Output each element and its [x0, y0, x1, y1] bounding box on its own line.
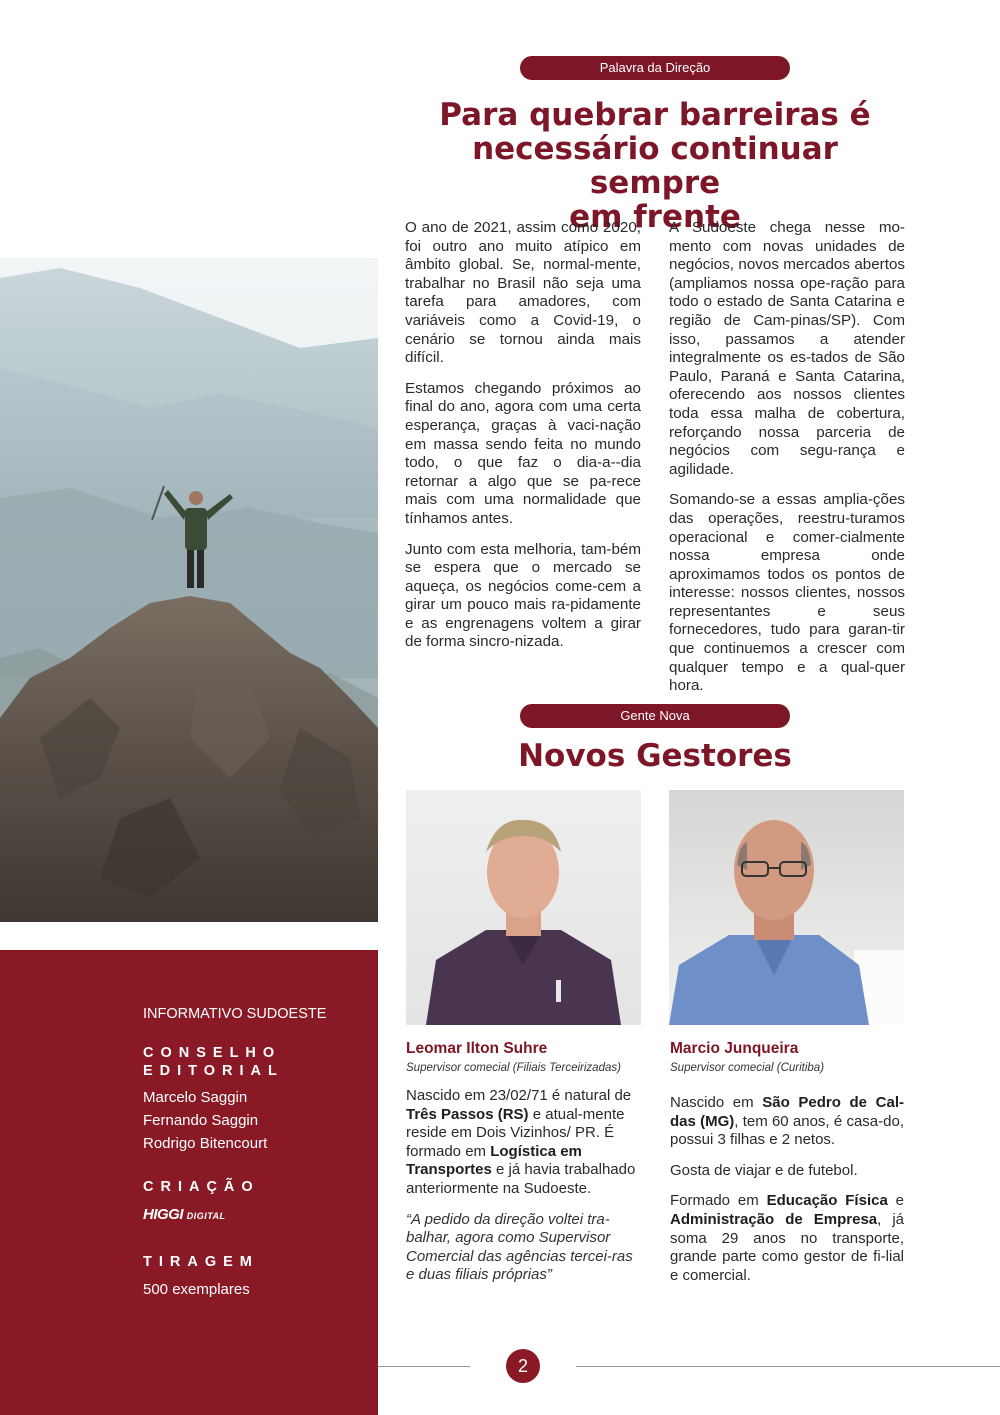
bio-paragraph	[670, 1192, 904, 1285]
main-headline	[405, 98, 905, 234]
footer-rule-left	[378, 1366, 470, 1367]
headline-line-1: Para quebrar barreiras é	[439, 97, 871, 133]
headline-line-2: necessário continuar sempre	[472, 131, 838, 201]
section-pill-gente-nova: Gente Nova	[520, 704, 790, 728]
criacao-heading: CRIAÇÃO	[143, 1179, 260, 1195]
person-role: Supervisor comecial (Filiais Terceirizadas)	[406, 1062, 621, 1074]
article-paragraph: O ano de 2021, assim como 2020, foi outro ano muito atípico em âmbito global. Se, normal-mente, trabalhar no Brasil não seja uma tarefa para amadores, com variáveis como a Covid-19, o cenário se tornou ainda mais difícil.	[405, 219, 641, 367]
bio-quote: “A pedido da direção voltei tra-balhar, agora como Supervisor Comercial das agências tercei-ras e duas filiais próprias”	[406, 1210, 633, 1284]
logo-subtext: DIGITAL	[186, 1211, 226, 1221]
conselho-heading	[143, 1044, 284, 1080]
conselho-line-2: EDITORIAL	[143, 1063, 284, 1079]
person-name: Marcio Junqueira	[670, 1040, 799, 1057]
bio-text: e atual-mente reside em Dois Vizinhos/ PR. É formado em	[406, 1105, 625, 1160]
member-name: Fernando Saggin	[143, 1112, 259, 1129]
portrait-illustration	[669, 790, 904, 1025]
article-paragraph: A Sudoeste chega nesse mo-mento com novas unidades de negócios, novos mercados abertos (ampliamos nossa ope-ração para todo o estado de Santa Catarina e região de Cam-pinas/SP). Com isso, passamos a atender integralmente os es-tados de São Paulo, Paraná e Santa Catarina, oferecendo aos nossos clientes toda essa malha de cobertura, reforçando nossa parceria de negócios com segu-rança e agilidade.	[669, 219, 905, 478]
bio-paragraph: Gosta de viajar e de futebol.	[670, 1161, 858, 1179]
bio-text: Formado em	[670, 1192, 767, 1210]
tiragem-heading: TIRAGEM	[143, 1254, 259, 1270]
bio-bold: Três Passos (RS)	[406, 1105, 529, 1123]
bio-text: Nascido em 23/02/71 é natural de	[406, 1087, 632, 1104]
section-title: Novos Gestores	[518, 738, 792, 774]
person-bio	[670, 1094, 904, 1297]
section-pill-direcao: Palavra da Direção	[520, 56, 790, 80]
headline-line-3: em frente	[569, 199, 741, 235]
mountain-illustration	[0, 258, 378, 922]
bio-text: , já soma 29 anos no transporte, grande parte como gestor de fi-lial e comercial.	[670, 1210, 904, 1284]
member-name: Rodrigo Bitencourt	[143, 1135, 268, 1152]
article-paragraph: Somando-se a essas amplia-ções das operações, reestru-turamos operacional e comer-cialmente nossa empresa onde aproximamos todos os pontos de interesse: nossos clientes, nossos representantes e seus fornecedores, tudo para garan-tir que continuemos a crescer com qualquer tempo e a qual-quer hora.	[669, 491, 905, 695]
mountain-photo	[0, 258, 378, 922]
bio-paragraph	[406, 1087, 640, 1199]
bio-text: e	[887, 1192, 904, 1210]
bio-bold: Logística em Transportes	[406, 1142, 582, 1179]
article-paragraph: Junto com esta melhoria, tam-bém se espera que o mercado se aqueça, os negócios come-cem a girar um pouco mais ra-pidamente e as engrenagens voltem a girar de forma sincro-nizada.	[405, 540, 641, 651]
page-number: 2	[506, 1349, 540, 1383]
bio-paragraph	[670, 1094, 904, 1150]
bio-bold: São Pedro de Cal-das (MG)	[670, 1094, 904, 1130]
person-bio	[406, 1087, 640, 1297]
footer-rule-right	[576, 1366, 1000, 1367]
higgi-logo	[143, 1206, 226, 1223]
tiragem-value: 500 exemplares	[143, 1281, 250, 1298]
conselho-line-1: CONSELHO	[143, 1045, 282, 1061]
article-paragraph: Estamos chegando próximos ao final do ano, agora com uma certa esperança, graças à vaci-nação em massa sendo feita no mundo todo, o que faz o dia-a--dia retornar a algo que se pa-rece mais com uma normalidade que tínhamos antes.	[405, 379, 641, 527]
article-column-2	[669, 219, 905, 708]
bio-text: e já havia trabalhado anteriormente na Sudoeste.	[406, 1161, 636, 1197]
bio-text: Nascido em	[670, 1094, 763, 1111]
portrait-leomar	[406, 790, 641, 1025]
article-column-1	[405, 219, 641, 664]
editorial-sidebar	[0, 950, 378, 1415]
newsletter-label: INFORMATIVO SUDOESTE	[143, 1006, 327, 1022]
bio-bold: Administração de Empresa	[670, 1210, 878, 1228]
portrait-marcio	[669, 790, 904, 1025]
member-name: Marcelo Saggin	[143, 1089, 248, 1106]
logo-text: HIGGI	[143, 1206, 184, 1223]
bio-text: , tem 60 anos, é casa-do, possui 3 filhas e 2 netos.	[670, 1112, 904, 1149]
person-name: Leomar Ilton Suhre	[406, 1040, 548, 1057]
bio-bold: Educação Física	[766, 1192, 888, 1210]
person-role: Supervisor comecial (Curitiba)	[670, 1062, 825, 1074]
portrait-illustration	[406, 790, 641, 1025]
